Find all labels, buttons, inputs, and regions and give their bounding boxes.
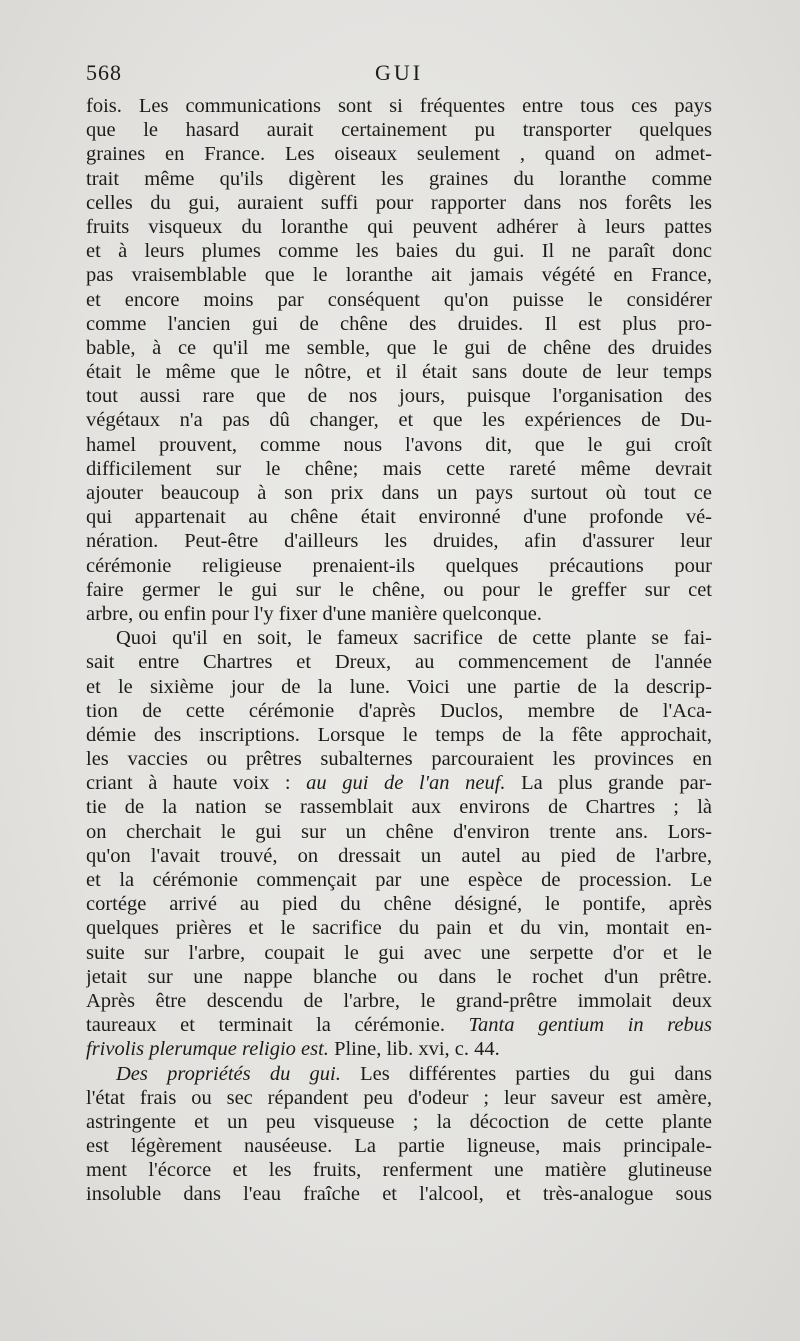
text-run: taureaux et terminait la cérémonie.: [86, 1014, 469, 1037]
text-run: suite sur l'arbre, coupait le gui avec une serpette d'or et le: [86, 941, 712, 964]
text-run: cortége arrivé au pied du chêne désigné, le pontife, après: [86, 893, 712, 916]
text-run: ment l'écorce et les fruits, renferment une matière glutineuse: [86, 1159, 712, 1182]
text-run: La plus grande par-: [505, 772, 712, 795]
text-line: [86, 916, 712, 940]
text-run: bable, à ce qu'il me semble, que le gui de chêne des druides: [86, 336, 712, 359]
text-line: [86, 626, 712, 650]
text-run: trait même qu'ils digèrent les graines du loranthe comme: [86, 167, 712, 190]
text-line: [86, 529, 712, 553]
text-line: [86, 1037, 712, 1061]
text-line: [86, 578, 712, 602]
text-line: [86, 1134, 712, 1158]
text-line: [86, 795, 712, 819]
text-line: [86, 263, 712, 287]
text-line: [86, 312, 712, 336]
text-line: [86, 868, 712, 892]
text-line: [86, 554, 712, 578]
text-line: [86, 989, 712, 1013]
text-line: [86, 747, 712, 771]
text-run: nération. Peut-être d'ailleurs les druides, afin d'assurer leur: [86, 530, 712, 553]
italic-text: frivolis plerumque religio est.: [86, 1038, 329, 1061]
text-run: tie de la nation se rassemblait aux environs de Chartres ; là: [86, 796, 712, 819]
text-line: [86, 118, 712, 142]
text-line: [86, 1110, 712, 1134]
text-run: sait entre Chartres et Dreux, au commencement de l'année: [86, 651, 712, 674]
text-line: [86, 457, 712, 481]
page-header: [86, 60, 712, 90]
text-run: et le sixième jour de la lune. Voici une partie de la descrip-: [86, 675, 712, 698]
text-line: [86, 94, 712, 118]
text-run: fois. Les communications sont si fréquentes entre tous ces pays: [86, 95, 712, 117]
text-run: faire germer le gui sur le chêne, ou pour le greffer sur cet: [86, 578, 712, 601]
text-run: difficilement sur le chêne; mais cette rareté même devrait: [86, 457, 712, 480]
text-run: celles du gui, auraient suffi pour rapporter dans nos forêts les: [86, 191, 712, 214]
text-line: [86, 336, 712, 360]
text-line: [86, 288, 712, 312]
text-line: [86, 1062, 712, 1086]
text-run: quelques prières et le sacrifice du pain et du vin, montait en-: [86, 917, 712, 940]
text-line: [86, 1158, 712, 1182]
text-run: qu'on l'avait trouvé, on dressait un autel au pied de l'arbre,: [86, 844, 712, 867]
text-run: insoluble dans l'eau fraîche et l'alcool, et très-analogue sous: [86, 1183, 712, 1206]
text-run: démie des inscriptions. Lorsque le temps de la fête approchait,: [86, 723, 712, 746]
italic-text: au gui de l'an neuf.: [306, 772, 506, 795]
text-line: [86, 408, 712, 432]
text-line: [86, 892, 712, 916]
text-line: [86, 675, 712, 699]
text-run: et encore moins par conséquent qu'on puisse le considérer: [86, 288, 712, 311]
text-run: criant à haute voix :: [86, 772, 307, 795]
text-line: [86, 1013, 712, 1037]
text-line: [86, 965, 712, 989]
text-run: comme l'ancien gui de chêne des druides. Il est plus pro-: [86, 312, 712, 335]
text-run: cérémonie religieuse prenaient-ils quelques précautions pour: [86, 554, 712, 577]
italic-text: Tanta gentium in rebus: [468, 1014, 712, 1037]
text-run: que le hasard aurait certainement pu transporter quelques: [86, 119, 712, 142]
text-line: [86, 191, 712, 215]
text-run: pas vraisemblable que le loranthe ait jamais végété en France,: [86, 264, 712, 287]
text-line: [86, 941, 712, 965]
text-line: [86, 384, 712, 408]
text-line: [86, 215, 712, 239]
text-run: on cherchait le gui sur un chêne d'environ trente ans. Lors-: [86, 820, 712, 843]
text-line: [86, 505, 712, 529]
text-line: [86, 699, 712, 723]
text-run: tion de cette cérémonie d'après Duclos, membre de l'Aca-: [86, 699, 712, 722]
text-line: [86, 433, 712, 457]
text-run: qui appartenait au chêne était environné d'une profonde vé-: [86, 506, 712, 529]
page-number: 568: [86, 60, 122, 85]
text-run: ajouter beaucoup à son prix dans un pays surtout où tout ce: [86, 482, 712, 504]
italic-text: Des propriétés du gui.: [116, 1062, 341, 1085]
text-run: hamel prouvent, comme nous l'avons dit, que le gui croît: [86, 433, 712, 456]
text-line: [86, 1086, 712, 1110]
text-line: [86, 142, 712, 166]
text-run: végétaux n'a pas dû changer, et que les expériences de Du-: [86, 409, 712, 432]
running-head: GUI: [374, 60, 424, 85]
text-run: Quoi qu'il en soit, le fameux sacrifice de cette plante se fai-: [116, 627, 712, 650]
text-run: l'état frais ou sec répandent peu d'odeur ; leur saveur est amère,: [86, 1086, 712, 1109]
text-run: jetait sur une nappe blanche ou dans le rochet d'un prêtre.: [86, 965, 712, 988]
text-line: [86, 360, 712, 384]
text-line: [86, 167, 712, 191]
text-line: [86, 481, 712, 505]
text-run: Les différentes parties du gui dans: [340, 1062, 712, 1085]
text-line: [86, 723, 712, 747]
body-text: [86, 94, 712, 1207]
text-run: et la cérémonie commençait par une espèce de procession. Le: [86, 869, 712, 891]
text-line: [86, 771, 712, 795]
text-run: graines en France. Les oiseaux seulement , quand on admet-: [86, 143, 712, 166]
text-line: [86, 650, 712, 674]
text-run: Après être descendu de l'arbre, le grand-prêtre immolait deux: [86, 989, 712, 1012]
text-run: Pline, lib. xvi, c. 44.: [328, 1038, 500, 1061]
text-run: et à leurs plumes comme les baies du gui. Il ne paraît donc: [86, 240, 712, 263]
text-run: les vaccies ou prêtres subalternes parcouraient les provinces en: [86, 748, 712, 771]
text-line: [86, 844, 712, 868]
text-run: astringente et un peu visqueuse ; la décoction de cette plante: [86, 1110, 712, 1133]
text-line: [86, 602, 712, 626]
text-line: [86, 239, 712, 263]
text-run: fruits visqueux du loranthe qui peuvent adhérer à leurs pattes: [86, 215, 712, 238]
text-run: tout aussi rare que de nos jours, puisque l'organisation des: [86, 385, 712, 408]
text-run: était le même que le nôtre, et il était sans doute de leur temps: [86, 361, 712, 384]
text-run: arbre, ou enfin pour l'y fixer d'une manière quelconque.: [86, 602, 542, 625]
text-line: [86, 1182, 712, 1206]
text-line: [86, 820, 712, 844]
text-run: est légèrement nauséeuse. La partie ligneuse, mais principale-: [86, 1135, 712, 1158]
